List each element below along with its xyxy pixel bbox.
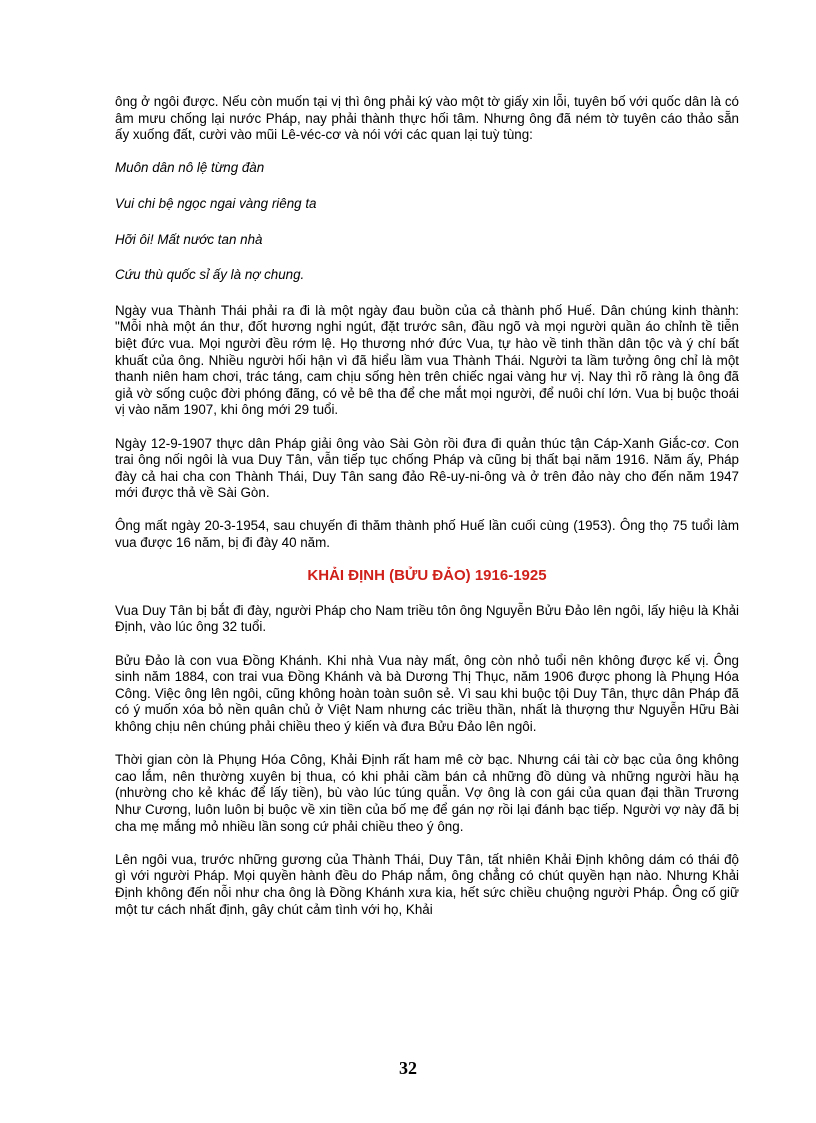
section-heading: KHẢI ĐỊNH (BỬU ĐẢO) 1916-1925 (307, 567, 547, 585)
verse-line: Cứu thù quốc sỉ ấy là nợ chung. (115, 267, 305, 283)
paragraph: Vua Duy Tân bị bắt đi đày, người Pháp cho Nam triều tôn ông Nguyễn Bửu Đảo lên ngôi, lấy hiệu là Khải Định, vào lúc ông 32 tuổi. (115, 602, 739, 635)
page-number: 32 (399, 1058, 417, 1078)
paragraph: Thời gian còn là Phụng Hóa Công, Khải Định rất ham mê cờ bạc. Nhưng cái tài cờ bạc của ông không cao lắm, nên thường xuyên bị thua, có khi phải cầm bán cả những đồ dùng và những người hầu hạ (nhường cho kẻ khác để lấy tiền), bù vào lúc túng quẫn. Vợ ông là con gái của quan đại thần Trương Như Cương, luôn luôn bị buộc về xin tiền của bố mẹ để gán nợ rồi lại đánh bạc tiếp. Người vợ này đã bị cha mẹ mắng mỏ nhiều lần song cứ phải chiều theo ý ông. (115, 752, 739, 834)
paragraph: Lên ngôi vua, trước những gương của Thành Thái, Duy Tân, tất nhiên Khải Định không dám có thái độ gì với người Pháp. Mọi quyền hành đều do Pháp nắm, ông chẳng có chút quyền hạn nào. Nhưng Khải Định không đến nỗi như cha ông là Đồng Khánh xưa kia, hết sức chiều chuộng người Pháp. Ông cố giữ một tư cách nhất định, gây chút cảm tình với họ, Khải (115, 851, 739, 917)
verse-line: Muôn dân nô lệ từng đàn (115, 160, 265, 176)
paragraph: Ông mất ngày 20-3-1954, sau chuyến đi thăm thành phố Huế lần cuối cùng (1953). Ông thọ 75 tuổi làm vua được 16 năm, bị đi đày 40 năm. (115, 518, 739, 551)
paragraph: Ngày vua Thành Thái phải ra đi là một ngày đau buồn của cả thành phố Huế. Dân chúng kinh thành: "Mỗi nhà một án thư, đốt hương nghi ngút, đặt trước sân, đầu ngõ và mọi người quần áo chỉnh tề tiễn biệt đức vua. Mọi người đều rớm lệ. Họ thương nhớ đức Vua, tự hào về tinh thần dân tộc và ý chí bất khuất của ông. Nhiều người hối hận vì đã hiểu lầm vua Thành Thái. Người ta lầm tưởng ông chỉ là một thanh niên ham chơi, trác táng, cam chịu sống hèn trên chiếc ngai vàng hư vị. Nay thì rõ ràng là ông đã giả vờ sống cuộc đời phóng đãng, có vẻ bê tha để che mắt mọi người, để nuôi chí lớn. Vua bị buộc thoái vị vào năm 1907, khi ông mới 29 tuổi. (115, 302, 739, 418)
document-page (115, 94, 739, 935)
paragraph: Bửu Đảo là con vua Đồng Khánh. Khi nhà Vua này mất, ông còn nhỏ tuổi nên không được kế vị. Ông sinh năm 1884, con trai vua Đồng Khánh và bà Dương Thị Thục, năm 1906 được phong là Phụng Hóa Công. Việc ông lên ngôi, cũng không hoàn toàn suôn sẻ. Vì sau khi buộc tội Duy Tân, thực dân Pháp đã có ý muốn xóa bỏ nền quân chủ ở Việt Nam nhưng các triều thần, nhất là thượng thư Nguyễn Hữu Bài không chịu nên chúng phải chiều theo ý kiến và đưa Bửu Đảo lên ngôi. (115, 652, 739, 734)
paragraph: Ngày 12-9-1907 thực dân Pháp giải ông vào Sài Gòn rồi đưa đi quản thúc tận Cáp-Xanh Giắc-cơ. Con trai ông nối ngôi là vua Duy Tân, vẫn tiếp tục chống Pháp và cũng bị thất bại năm 1916. Năm ấy, Pháp đày cả hai cha con Thành Thái, Duy Tân sang đảo Rê-uy-ni-ông và ở trên đảo này cho đến năm 1947 mới được thả về Sài Gòn. (115, 435, 739, 501)
verse-line: Vui chi bệ ngọc ngai vàng riêng ta (115, 195, 317, 211)
paragraph: ông ở ngôi được. Nếu còn muốn tại vị thì ông phải ký vào một tờ giấy xin lỗi, tuyên bố với quốc dân là có âm mưu chống lại nước Pháp, nay phải thành thực hối tâm. Nhưng ông đã ném tờ tuyên cáo thảo sẵn ấy xuống đất, cười vào mũi Lê-véc-cơ và nói với các quan lại tuỳ tùng: (115, 94, 739, 143)
verse-line: Hỡi ôi! Mất nước tan nhà (115, 231, 263, 247)
